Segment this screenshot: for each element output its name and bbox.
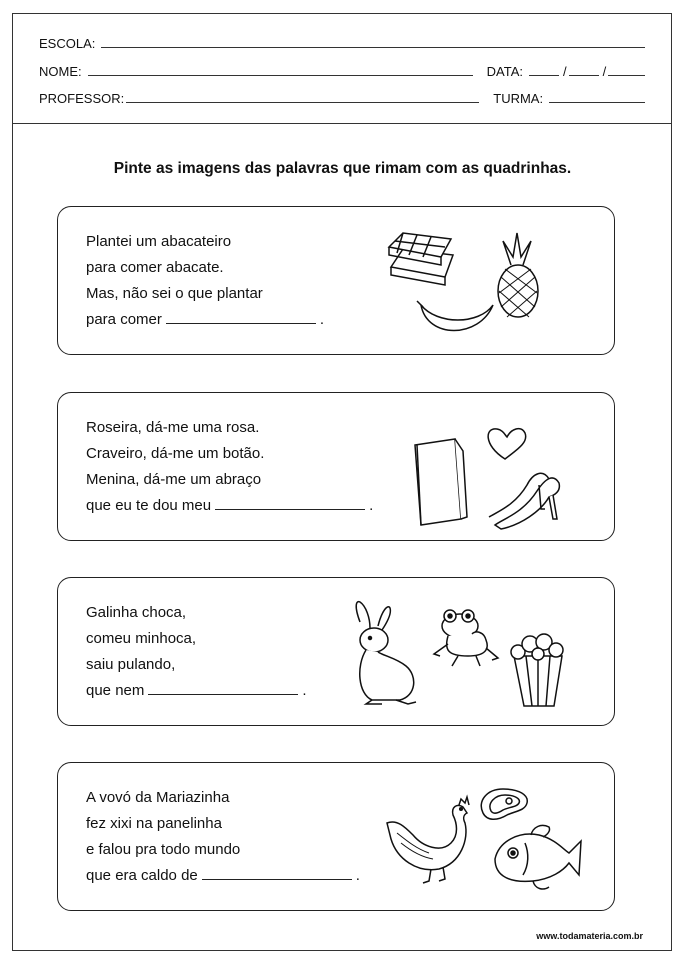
verse-line: que era caldo de xyxy=(86,867,198,884)
verse-line: Galinha choca, xyxy=(86,604,187,621)
date-sep-1: / xyxy=(562,64,567,79)
verse-card-3 xyxy=(57,577,615,726)
verse-text-1 xyxy=(86,229,324,333)
rabbit-icon[interactable] xyxy=(356,602,416,704)
verse-end: . xyxy=(355,867,360,884)
answer-blank-4[interactable] xyxy=(202,879,352,880)
name-label: NOME: xyxy=(39,64,82,79)
date-month-field[interactable] xyxy=(569,75,599,76)
verse-card-1 xyxy=(57,206,615,355)
verse-end: . xyxy=(369,497,374,514)
teacher-row xyxy=(39,91,645,106)
frog-icon[interactable] xyxy=(434,610,498,666)
answer-blank-2[interactable] xyxy=(215,509,365,510)
verse-images-1 xyxy=(383,227,543,347)
header xyxy=(13,14,671,124)
book-icon[interactable] xyxy=(415,439,467,525)
name-field[interactable] xyxy=(88,75,473,76)
verse-line: Menina, dá-me um abraço xyxy=(86,471,262,488)
school-row xyxy=(39,36,645,51)
verse-end: . xyxy=(319,311,325,328)
verse-line: fez xixi na panelinha xyxy=(86,815,222,832)
verse-line: Craveiro, dá-me um botão. xyxy=(86,445,265,462)
verse-images-2 xyxy=(403,421,583,531)
teacher-label: PROFESSOR: xyxy=(39,91,125,106)
verse-line: e falou pra todo mundo xyxy=(86,841,241,858)
class-label: TURMA: xyxy=(493,91,544,106)
class-field[interactable] xyxy=(549,102,645,103)
pineapple-icon[interactable] xyxy=(498,233,538,317)
verse-line: saiu pulando, xyxy=(86,656,176,673)
verse-line: que eu te dou meu xyxy=(86,497,212,514)
chicken-icon[interactable] xyxy=(387,797,469,883)
answer-blank-1[interactable] xyxy=(166,323,316,324)
instruction-title: Pinte as imagens das palavras que rimam com as quadrinhas. xyxy=(113,160,572,177)
school-field[interactable] xyxy=(101,47,645,48)
verse-text-2 xyxy=(86,415,373,519)
heart-icon[interactable] xyxy=(488,429,526,459)
name-row xyxy=(39,64,645,79)
verse-line: Mas, não sei o que plantar xyxy=(86,285,263,302)
verse-line: para comer abacate. xyxy=(86,259,224,276)
verse-text-3 xyxy=(86,600,307,704)
school-label: ESCOLA: xyxy=(39,36,96,51)
steak-icon[interactable] xyxy=(481,789,527,819)
answer-blank-3[interactable] xyxy=(148,694,298,695)
verse-card-2 xyxy=(57,392,615,541)
verse-images-3 xyxy=(348,596,568,708)
verse-text-4 xyxy=(86,785,360,889)
verse-line: A vovó da Mariazinha xyxy=(86,789,230,806)
fish-icon[interactable] xyxy=(495,825,581,889)
verse-line: para comer xyxy=(86,311,162,328)
popcorn-icon[interactable] xyxy=(511,634,563,706)
verse-line: comeu minhoca, xyxy=(86,630,197,647)
teacher-field[interactable] xyxy=(126,102,479,103)
high-heels-icon[interactable] xyxy=(489,473,559,529)
verse-line: Roseira, dá-me uma rosa. xyxy=(86,419,260,436)
banana-icon[interactable] xyxy=(417,301,493,331)
date-year-field[interactable] xyxy=(608,75,645,76)
verse-line: Plantei um abacateiro xyxy=(86,233,232,250)
verse-images-4 xyxy=(383,783,583,895)
verse-line: que nem xyxy=(86,682,145,699)
date-day-field[interactable] xyxy=(529,75,559,76)
verse-card-4 xyxy=(57,762,615,911)
site-url: www.todamateria.com.br xyxy=(536,931,643,941)
date-sep-2: / xyxy=(602,64,607,79)
date-label: DATA: xyxy=(486,64,523,79)
chocolate-bar-icon[interactable] xyxy=(389,233,453,285)
verse-end: . xyxy=(302,682,307,699)
